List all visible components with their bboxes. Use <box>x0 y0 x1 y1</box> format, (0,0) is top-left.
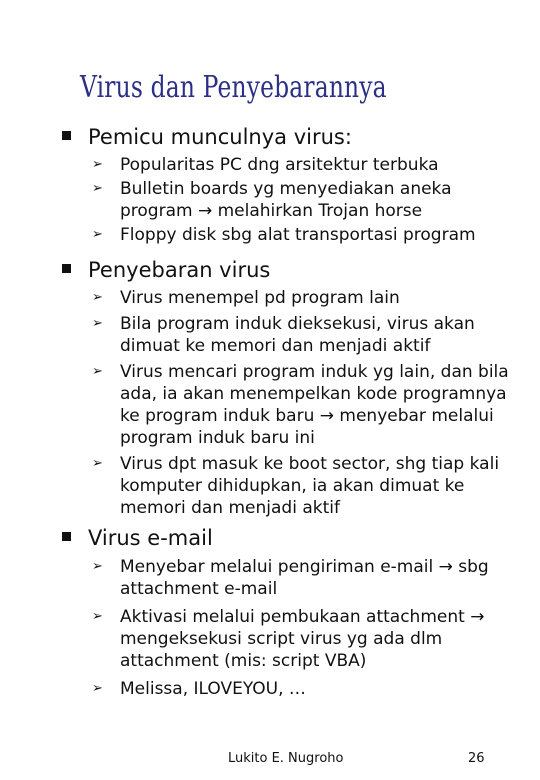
arrow-bullet-icon: ➢ <box>92 157 103 172</box>
section-label: Pemicu munculnya virus: <box>88 125 352 149</box>
square-bullet-icon <box>62 131 71 140</box>
section-virus-email <box>0 524 540 700</box>
square-bullet-icon <box>62 532 71 541</box>
arrow-bullet-icon: ➢ <box>92 559 103 574</box>
arrow-bullet-icon: ➢ <box>92 227 103 242</box>
section-pemicu <box>0 123 540 246</box>
arrow-bullet-icon: ➢ <box>92 681 103 696</box>
arrow-bullet-icon: ➢ <box>92 181 103 196</box>
section-header <box>0 524 540 554</box>
footer-author: Lukito E. Nugroho <box>228 751 344 766</box>
bullet-list <box>0 154 540 246</box>
list-item: ➢ Menyebar melalui pengiriman e-mail → sbg attachment e-mail <box>92 557 489 599</box>
list-item: ➢ Bila program induk dieksekusi, virus akan dimuat ke memori dan menjadi aktif <box>92 314 475 356</box>
list-item: ➢ Aktivasi melalui pembukaan attachment → mengeksekusi script virus yg ada dlm attachment (mis: script VBA) <box>92 607 485 671</box>
section-label: Penyebaran virus <box>88 258 271 282</box>
arrow-bullet-icon: ➢ <box>92 290 103 305</box>
arrow-bullet-icon: ➢ <box>92 364 103 379</box>
section-penyebaran <box>0 256 540 519</box>
bullet-list <box>0 287 540 519</box>
list-item: ➢ Virus mencari program induk yg lain, dan bila ada, ia akan menempelkan kode programnya ke program induk baru → menyebar melalui program induk baru ini <box>92 362 509 448</box>
list-item: ➢ Virus dpt masuk ke boot sector, shg tiap kali komputer dihidupkan, ia akan dimuat ke memori dan menjadi aktif <box>92 454 500 518</box>
list-item: ➢ Melissa, ILOVEYOU, … <box>92 679 306 699</box>
slide-title: Virus dan Penyebarannya <box>80 70 387 105</box>
page-number: 26 <box>468 751 485 766</box>
list-item: ➢ Virus menempel pd program lain <box>92 288 400 308</box>
section-header <box>0 123 540 153</box>
list-item: ➢ Popularitas PC dng arsitektur terbuka <box>92 155 439 175</box>
square-bullet-icon <box>62 264 71 273</box>
list-item: ➢ Floppy disk sbg alat transportasi program <box>92 225 476 245</box>
arrow-bullet-icon: ➢ <box>92 609 103 624</box>
section-label: Virus e-mail <box>88 526 213 550</box>
section-header <box>0 256 540 286</box>
bullet-list <box>0 556 540 700</box>
list-item: ➢ Bulletin boards yg menyediakan aneka program → melahirkan Trojan horse <box>92 179 452 221</box>
arrow-bullet-icon: ➢ <box>92 316 103 331</box>
arrow-bullet-icon: ➢ <box>92 456 103 471</box>
